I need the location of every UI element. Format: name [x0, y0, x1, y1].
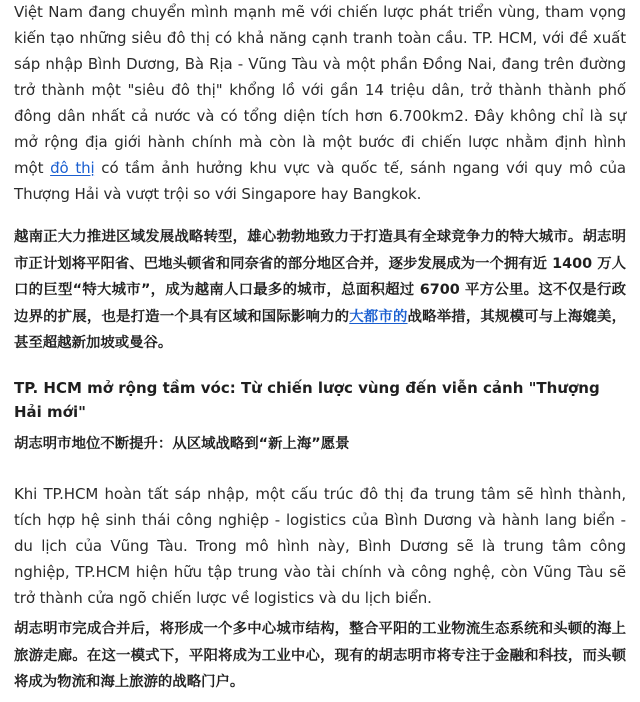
paragraph-vietnamese-body: Khi TP.HCM hoàn tất sáp nhập, một cấu trúc đô thị đa trung tâm sẽ hình thành, tích hợp hệ sinh thái công nghiệp - logistics của Bình Dương và hành lang biển - du lịch của Vũng Tàu. Trong mô hình này, Bình Dương sẽ là trung tâm công nghiệp, TP.HCM hiện hữu tập trung vào tài chính và công nghệ, còn Vũng Tàu sẽ trở thành cửa ngõ chiến lược về logistics và du lịch biển. [14, 485, 626, 607]
link-metropolis[interactable]: 大都市的 [349, 308, 408, 325]
link-do-thi[interactable]: đô thị [50, 159, 95, 177]
paragraph-chinese-intro [14, 224, 626, 357]
paragraph-text: 越南正大力推进区域发展战略转型，雄心勃勃地致力于打造具有全球竞争力的特大城市。胡志明市正计划将平阳省、巴地头顿省和同奈省的部分地区合并，逐步发展成为一个拥有近 1400 万人口的巨型“特大城市”，成为越南人口最多的城市，总面积超过 6700 平方公里。这不仅是行政边界的扩展，也是打造一个具有区域和国际影响力的 [14, 229, 626, 325]
section-heading-vietnamese: TP. HCM mở rộng tầm vóc: Từ chiến lược vùng đến viễn cảnh "Thượng Hải mới" [14, 379, 600, 421]
paragraph-text: Việt Nam đang chuyển mình mạnh mẽ với chiến lược phát triển vùng, tham vọng kiến tạo những siêu đô thị có khả năng cạnh tranh toàn cầu. TP. HCM, với đề xuất sáp nhập Bình Dương, Bà Rịa - Vũng Tàu và một phần Đồng Nai, đang trên đường trở thành một "siêu đô thị" khổng lồ với gần 14 triệu dân, trở thành thành phố đông dân nhất cả nước và có tổng diện tích hơn 6.700km2. Đây không chỉ là sự mở rộng địa giới hành chính mà còn là một bước đi chiến lược nhằm định hình một [14, 3, 626, 177]
paragraph-text: 战略举措，其规模可与上海媲美，甚至超越新加坡或曼谷。 [14, 308, 626, 351]
paragraph-vietnamese-intro [14, 0, 626, 207]
section-heading-chinese: 胡志明市地位不断提升：从区域战略到“新上海”愿景 [14, 436, 350, 452]
paragraph-text: có tầm ảnh hưởng khu vực và quốc tế, sánh ngang với quy mô của Thượng Hải và vượt trội so với Singapore hay Bangkok. [14, 159, 626, 203]
paragraph-chinese-body: 胡志明市完成合并后，将形成一个多中心城市结构，整合平阳的工业物流生态系统和头顿的海上旅游走廊。在这一模式下，平阳将成为工业中心，现有的胡志明市将专注于金融和科技，而头顿将成为物流和海上旅游的战略门户。 [14, 621, 626, 690]
